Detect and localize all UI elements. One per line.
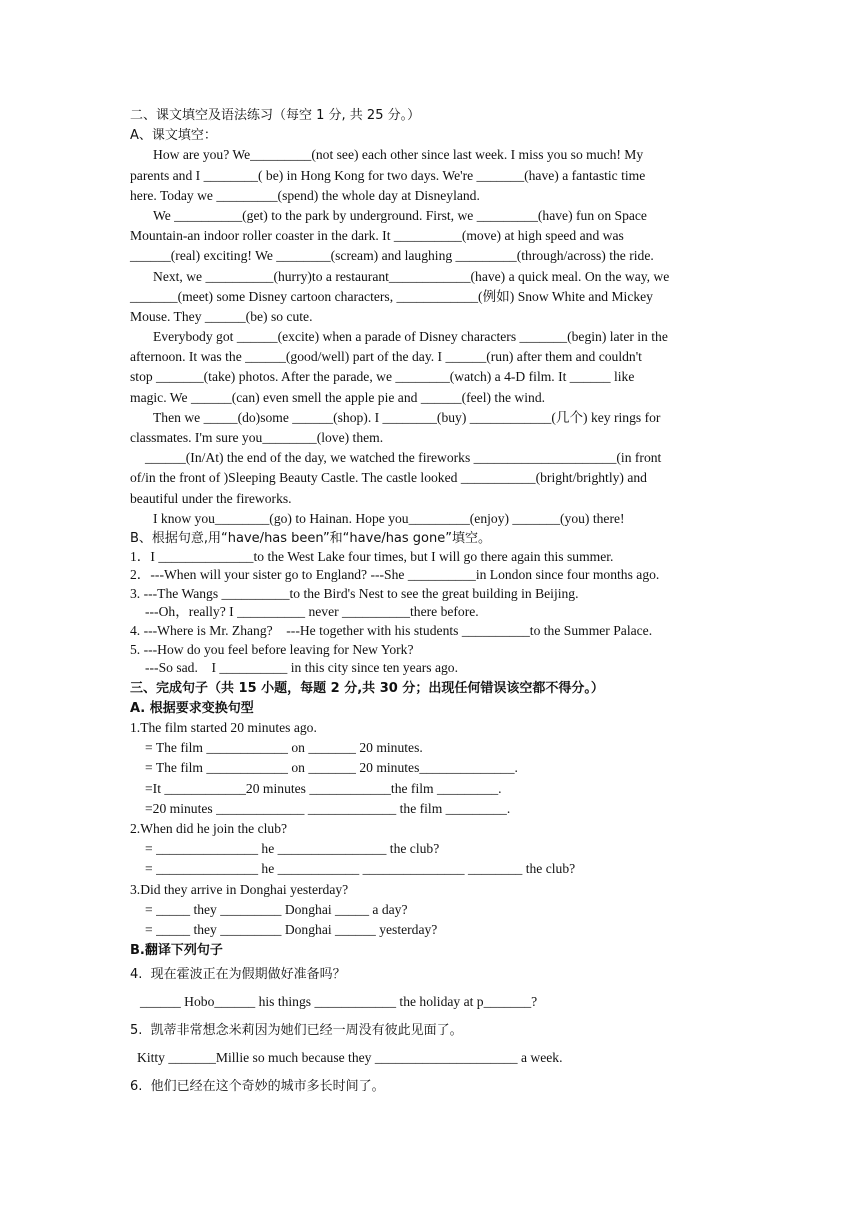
section-2-heading-text: 二、课文填空及语法练习（每空 1 分, 共 25 分。） (130, 108, 421, 123)
passage-line: here. Today we _________(spend) the whole day at Disneyland. (130, 187, 480, 203)
section-3-heading (130, 678, 740, 698)
section-2-heading (130, 105, 740, 125)
question-6-chinese-text: 6. 他们已经在这个奇妙的城市多长时间了。 (130, 1079, 385, 1095)
section-3-heading-text: 三、完成句子（共 15 小题，每题 2 分,共 30 分；出现任何错误该空都不得分。） (130, 680, 604, 696)
passage-line: magic. We ______(can) even smell the apple pie and ______(feel) the wind. (130, 389, 546, 405)
passage-line: _______(meet) some Disney cartoon characters, ____________(例如) Snow White and Mickey (130, 288, 653, 304)
question-4-chinese (130, 960, 740, 988)
part-b-title-text: B、根据句意,用“have/has been”和“have/has gone”填空。 (130, 530, 491, 546)
passage-line: of/in the front of )Sleeping Beauty Castle. The castle looked ___________(bright/brightly) and (130, 470, 647, 486)
part-a-title (130, 125, 740, 145)
part-b-item: 1．I ______________to the West Lake four times, but I will go there again this summer. (130, 548, 614, 564)
question-1: 1.The film started 20 minutes ago. (130, 720, 317, 736)
question-3: 3.Did they arrive in Donghai yesterday? (130, 881, 349, 897)
question-2-line: = _______________ he ____________ _______________ ________ the club? (145, 861, 576, 877)
passage-line: Everybody got ______(excite) when a parade of Disney characters _______(begin) later in the (153, 329, 668, 345)
question-1-line: =It ____________20 minutes ____________the film _________. (145, 780, 502, 796)
part-b-item: ---So sad. I __________ in this city since ten years ago. (145, 660, 458, 676)
question-6-chinese (130, 1072, 740, 1100)
passage-line: Then we _____(do)some ______(shop). I ________(buy) ____________(几个) key rings for (153, 409, 661, 425)
part-a-title-text: A、课文填空： (130, 128, 217, 144)
question-1-line: = The film ____________ on _______ 20 minutes. (145, 740, 423, 756)
question-2-line: = _______________ he ________________ the club? (145, 841, 440, 857)
question-3-line: = _____ they _________ Donghai ______ yesterday? (145, 921, 438, 937)
passage-line: Mountain-an indoor roller coaster in the dark. It __________(move) at high speed and was (130, 228, 624, 244)
passage-line: Next, we __________(hurry)to a restaurant____________(have) a quick meal. On the way, we (153, 268, 670, 284)
section-3-part-a-title-text: A. 根据要求变换句型 (130, 700, 254, 716)
passage-line: ______(real) exciting! We ________(scream) and laughing _________(through/across) the ride. (130, 248, 654, 264)
passage-line: We __________(get) to the park by underground. First, we _________(have) fun on Space (153, 207, 647, 223)
section-3-part-b-title (130, 940, 740, 960)
question-4-chinese-text: 4. 现在霍波正在为假期做好准备吗？ (130, 967, 346, 983)
question-4-english: ______ Hobo______ his things ____________ the holiday at p_______? (140, 994, 538, 1010)
part-b-title (130, 529, 740, 548)
passage-line: classmates. I'm sure you________(love) them. (130, 430, 384, 445)
question-2: 2.When did he join the club? (130, 821, 288, 836)
passage-line: stop _______(take) photos. After the parade, we ________(watch) a 4-D film. It ______ like (130, 369, 635, 385)
worksheet-content (130, 105, 740, 1100)
question-5-chinese (130, 1016, 740, 1044)
question-3-line: = _____ they _________ Donghai _____ a day? (145, 901, 408, 917)
question-5-chinese-text: 5. 凯蒂非常想念米莉因为她们已经一周没有彼此见面了。 (130, 1023, 463, 1039)
passage-line: I know you________(go) to Hainan. Hope you_________(enjoy) _______(you) there! (153, 510, 625, 526)
passage-line: parents and I ________( be) in Hong Kong for two days. We're _______(have) a fantastic time (130, 167, 646, 183)
passage-line: afternoon. It was the ______(good/well) part of the day. I ______(run) after them and couldn't (130, 349, 642, 365)
section-3-part-b-title-text: B.翻译下列句子 (130, 943, 223, 959)
part-b-item: 2．---When will your sister go to England? ---She __________in London since four months ago. (130, 567, 660, 583)
question-5-english: Kitty _______Millie so much because they _____________________ a week. (137, 1050, 563, 1066)
part-b-item: 4. ---Where is Mr. Zhang? ---He together with his students __________to the Summer Palace. (130, 622, 653, 638)
passage-line: How are you? We_________(not see) each other since last week. I miss you so much! My (153, 147, 644, 163)
part-b-item: 5. ---How do you feel before leaving for New York? (130, 641, 414, 657)
question-1-line: =20 minutes _____________ _____________ the film _________. (145, 800, 511, 816)
section-3-part-a-title (130, 698, 740, 718)
passage-line: ______(In/At) the end of the day, we watched the fireworks _____________________(in front (145, 450, 662, 466)
part-b-item: 3. ---The Wangs __________to the Bird's Nest to see the great building in Beijing. (130, 585, 579, 601)
passage-line: beautiful under the fireworks. (130, 490, 292, 506)
passage-line: Mouse. They ______(be) so cute. (130, 308, 313, 324)
part-b-item: ---Oh，really? I __________ never __________there before. (145, 604, 479, 620)
question-1-line: = The film ____________ on _______ 20 minutes______________. (145, 760, 518, 776)
